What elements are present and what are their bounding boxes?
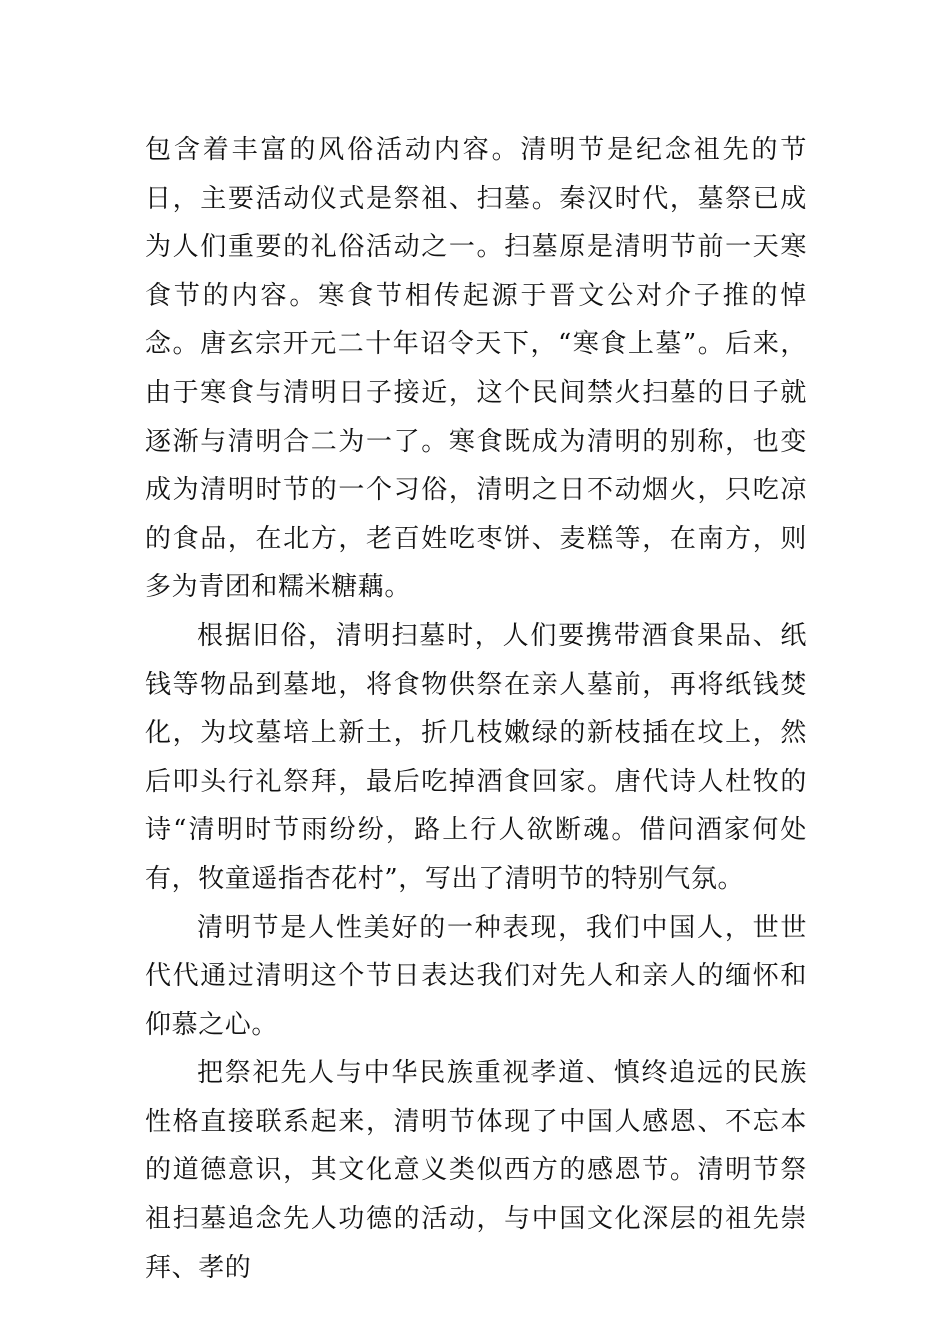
paragraph-2: 根据旧俗，清明扫墓时，人们要携带酒食果品、纸钱等物品到墓地，将食物供祭在亲人墓前，再将纸钱焚化，为坟墓培上新土，折几枝嫩绿的新枝插在坟上，然后叩头行礼祭拜，最后吃掉酒食回家。唐代诗人杜牧的诗“清明时节雨纷纷，路上行人欲断魂。借问酒家何处有，牧童遥指杏花村”，写出了清明节的特别气氛。 — [145, 620, 807, 894]
paragraph-4: 把祭祀先人与中华民族重视孝道、慎终追远的民族性格直接联系起来，清明节体现了中国人感恩、不忘本的道德意识，其文化意义类似西方的感恩节。清明节祭祖扫墓追念先人功德的活动，与中国文化深层的祖先崇拜、孝的 — [145, 1058, 807, 1283]
document-body — [145, 126, 807, 1292]
paragraph-3: 清明节是人性美好的一种表现，我们中国人，世世代代通过清明这个节日表达我们对先人和亲人的缅怀和仰慕之心。 — [145, 912, 807, 1040]
paragraph-1: 包含着丰富的风俗活动内容。清明节是纪念祖先的节日，主要活动仪式是祭祖、扫墓。秦汉时代，墓祭已成为人们重要的礼俗活动之一。扫墓原是清明节前一天寒食节的内容。寒食节相传起源于晋文公对介子推的悼念。唐玄宗开元二十年诏令天下，“寒食上墓”。后来，由于寒食与清明日子接近，这个民间禁火扫墓的日子就逐渐与清明合二为一了。寒食既成为清明的别称，也变成为清明时节的一个习俗，清明之日不动烟火，只吃凉的食品，在北方，老百姓吃枣饼、麦糕等，在南方，则多为青团和糯米糖藕。 — [145, 135, 807, 603]
